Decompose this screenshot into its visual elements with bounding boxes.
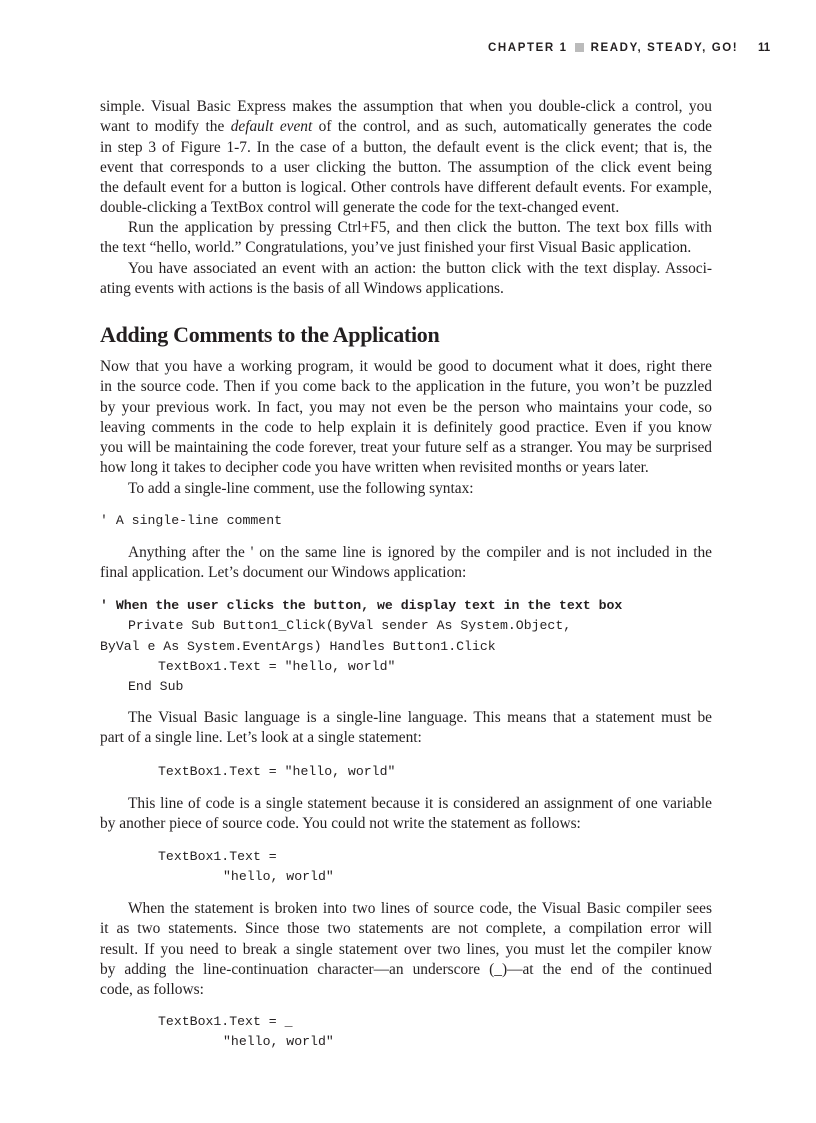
code-block (100, 511, 712, 531)
text-line (100, 117, 712, 137)
text-line: in step 3 of Figure 1-7. In the case of a button, the default event is the click event; that is, the (100, 138, 712, 156)
paragraph (100, 218, 712, 259)
text-line: simple. Visual Basic Express makes the assumption that when you double-click a control, you (100, 98, 712, 115)
text-line: Anything after the ' on the same line is ignored by the compiler and is not included in the (128, 544, 712, 561)
code-line: End Sub (128, 679, 184, 695)
text-line: the text “hello, world.” Congratulations, you’ve just finished your first Visual Basic application. (100, 239, 692, 257)
paragraph (100, 543, 712, 584)
text-span: want to modify the (100, 118, 231, 136)
code-block (100, 847, 712, 888)
running-header (488, 42, 738, 54)
text-line: code, as follows: (100, 981, 204, 999)
separator-square-icon (575, 43, 584, 52)
code-line: ' A single-line comment (100, 513, 283, 528)
text-line: part of a single line. Let’s look at a single statement: (100, 729, 422, 747)
text-line: by your previous work. In fact, you may not even be the person who maintains your code, so (100, 398, 712, 416)
paragraph (100, 97, 712, 219)
text-line: how long it takes to decipher code you have written when revisited months or years later. (100, 459, 649, 477)
page-number: 11 (758, 42, 771, 54)
code-comment-line: ' When the user clicks the button, we display text in the text box (100, 598, 623, 613)
code-block (100, 596, 712, 697)
text-span: of the control, and as such, automatically generates the code (312, 118, 712, 136)
paragraph (100, 479, 712, 499)
emphasis: default event (230, 118, 313, 136)
paragraph (100, 899, 712, 1000)
text-line: Run the application by pressing Ctrl+F5, and then click the button. The text box fills with (128, 219, 712, 236)
text-line: the default event for a button is logical. Other controls have different default events. For example, (100, 179, 712, 197)
chapter-title: READY, STEADY, GO! (590, 42, 739, 54)
chapter-label: CHAPTER 1 (488, 42, 568, 54)
text-line: double-clicking a TextBox control will generate the code for the text-changed event. (100, 199, 620, 217)
section-heading: Adding Comments to the Application (100, 322, 440, 347)
code-line: TextBox1.Text = "hello, world" (158, 764, 396, 779)
code-line: Private Sub Button1_Click(ByVal sender As System.Object, (128, 618, 572, 634)
text-line: To add a single-line comment, use the following syntax: (128, 480, 474, 497)
code-line: "hello, world" (223, 869, 334, 885)
text-line: by adding the line-continuation character—an underscore (_)—at the end of the continued (100, 960, 712, 978)
code-line: ByVal e As System.EventArgs) Handles Button1.Click (100, 638, 496, 654)
paragraph (100, 708, 712, 749)
paragraph (100, 259, 712, 300)
code-line: "hello, world" (223, 1034, 334, 1050)
code-block (100, 762, 712, 782)
text-line: ating events with actions is the basis of all Windows applications. (100, 280, 504, 298)
text-line: you will be maintaining the code forever, treat your future self as a stranger. You may be surprised (100, 439, 712, 457)
text-line: When the statement is broken into two lines of source code, the Visual Basic compiler sees (128, 900, 712, 917)
text-line: in the source code. Then if you come back to the application in the future, you won’t be puzzled (100, 378, 712, 396)
code-line: TextBox1.Text = (158, 849, 277, 864)
paragraph (100, 357, 712, 479)
text-line: by another piece of source code. You could not write the statement as follows: (100, 815, 581, 833)
text-line: final application. Let’s document our Windows application: (100, 564, 467, 582)
code-line: TextBox1.Text = "hello, world" (158, 658, 396, 674)
text-line: This line of code is a single statement because it is considered an assignment of one variable (128, 795, 712, 812)
text-line: The Visual Basic language is a single-line language. This means that a statement must be (128, 709, 712, 726)
code-block (100, 1012, 712, 1053)
text-line: You have associated an event with an action: the button click with the text display. Associ- (128, 260, 712, 277)
paragraph (100, 794, 712, 835)
text-line: it as two statements. Since those two statements are not complete, a compilation error will (100, 920, 712, 938)
code-line: TextBox1.Text = _ (158, 1014, 293, 1029)
text-line: Now that you have a working program, it would be good to document what it does, right there (100, 358, 712, 375)
text-line: result. If you need to break a single statement over two lines, you must let the compiler know (100, 940, 712, 958)
text-line: leaving comments in the code to help explain it is definitely good practice. Even if you know (100, 418, 712, 436)
text-line: event that corresponds to a user clicking the button. The assumption of the click event being (100, 158, 712, 176)
